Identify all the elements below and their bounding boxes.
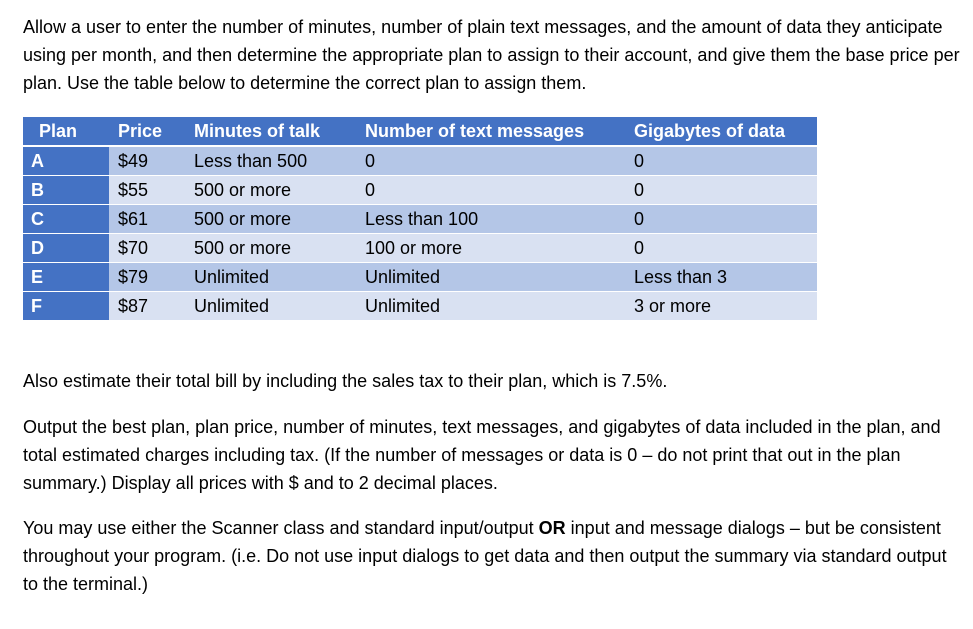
cell-price: $49 [109, 146, 186, 176]
table-row [23, 176, 817, 205]
tax-paragraph: Also estimate their total bill by including the sales tax to their plan, which is 7.5%. [23, 371, 668, 391]
output-paragraph-text: Output the best plan, plan price, number of minutes, text messages, and gigabytes of data included in the plan, and total estimated charges including tax. (If the number of messages or data is 0 – do not print that out in the plan summary.) Display all prices with $ and to 2 decimal places. [23, 417, 941, 493]
scanner-text-after: input and message dialogs – but be consistent throughout your program. (i.e. Do not use input dialogs to get data and then output the summary via standard output to the terminal.) [23, 518, 947, 594]
cell-data: 0 [623, 146, 817, 176]
header-price: Price [109, 117, 186, 146]
plans-table [23, 117, 817, 321]
scanner-paragraph [23, 514, 963, 598]
cell-minutes: Unlimited [186, 292, 357, 321]
cell-data: 0 [623, 234, 817, 263]
output-paragraph [23, 413, 963, 497]
header-plan: Plan [23, 117, 109, 146]
intro-paragraph: Allow a user to enter the number of minutes, number of plain text messages, and the amount of data they anticipate using per month, and then determine the appropriate plan to assign to their account, and give them the base price per plan. Use the table below to determine the correct plan to assign them. [23, 17, 960, 93]
cell-data: Less than 3 [623, 263, 817, 292]
cell-minutes: Unlimited [186, 263, 357, 292]
table-row [23, 146, 817, 176]
scanner-text-before: You may use either the Scanner class and standard input/output [23, 518, 539, 538]
cell-plan: B [23, 176, 109, 205]
cell-minutes: 500 or more [186, 234, 357, 263]
cell-texts: Unlimited [357, 263, 623, 292]
cell-data: 3 or more [623, 292, 817, 321]
table-row [23, 292, 817, 321]
header-data: Gigabytes of data [623, 117, 817, 146]
cell-data: 0 [623, 176, 817, 205]
cell-plan: C [23, 205, 109, 234]
cell-minutes: 500 or more [186, 205, 357, 234]
header-minutes: Minutes of talk [186, 117, 357, 146]
table-row [23, 205, 817, 234]
header-texts: Number of text messages [357, 117, 623, 146]
cell-texts: 0 [357, 146, 623, 176]
cell-price: $70 [109, 234, 186, 263]
cell-minutes: 500 or more [186, 176, 357, 205]
cell-minutes: Less than 500 [186, 146, 357, 176]
cell-plan: D [23, 234, 109, 263]
cell-price: $61 [109, 205, 186, 234]
table-row [23, 263, 817, 292]
cell-price: $87 [109, 292, 186, 321]
cell-plan: E [23, 263, 109, 292]
scanner-text-bold: OR [538, 518, 566, 538]
document-page [23, 13, 963, 598]
cell-price: $79 [109, 263, 186, 292]
table-header-row [23, 117, 817, 146]
cell-data: 0 [623, 205, 817, 234]
cell-plan: A [23, 146, 109, 176]
cell-texts: Unlimited [357, 292, 623, 321]
cell-price: $55 [109, 176, 186, 205]
cell-plan: F [23, 292, 109, 321]
cell-texts: 0 [357, 176, 623, 205]
cell-texts: 100 or more [357, 234, 623, 263]
cell-texts: Less than 100 [357, 205, 623, 234]
table-row [23, 234, 817, 263]
